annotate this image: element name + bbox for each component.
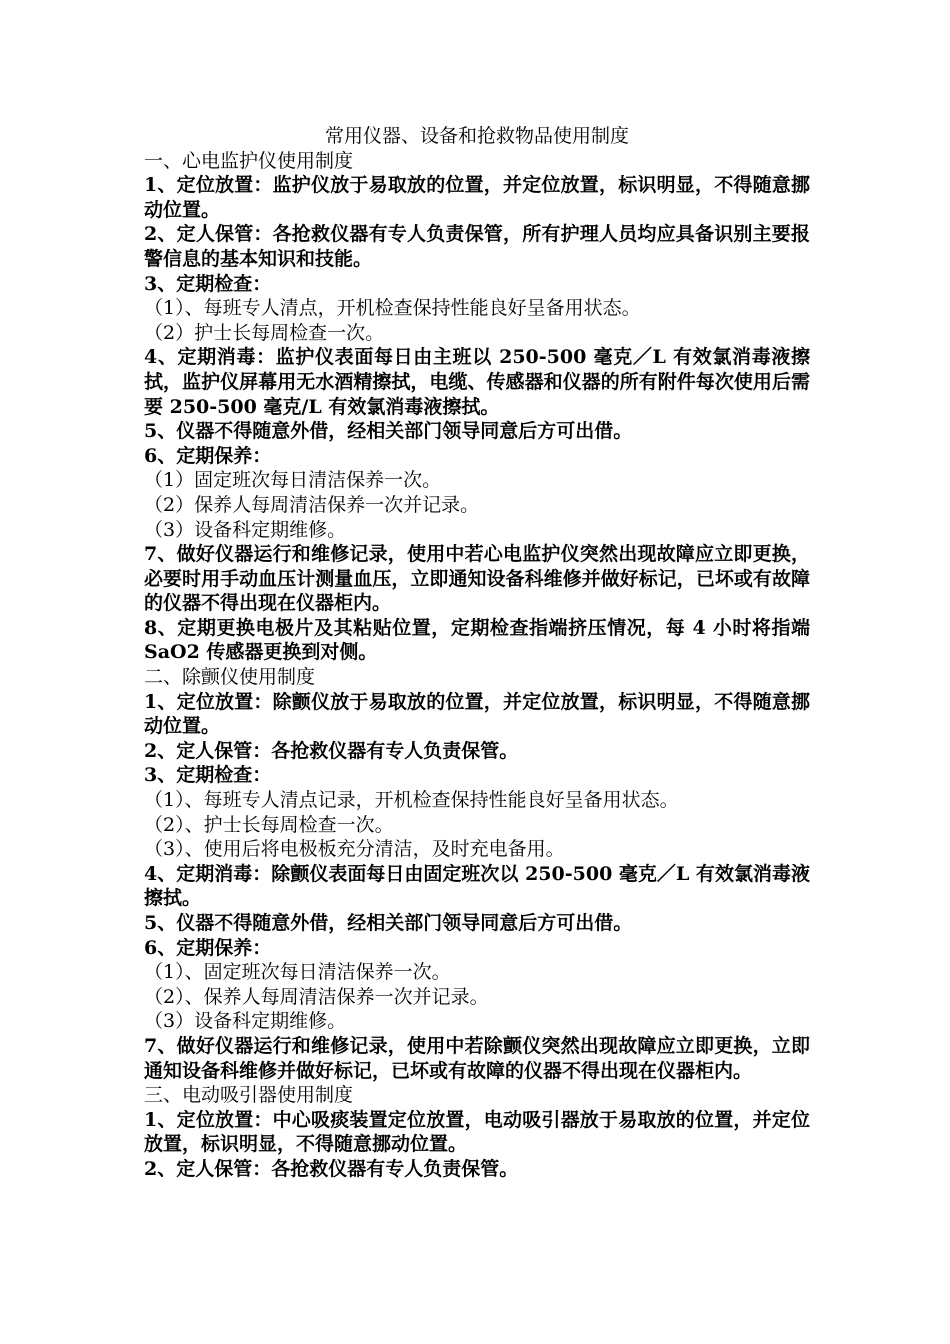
sub-item: （2）保养人每周清洁保养一次并记录。 [144, 493, 480, 516]
clause-paragraph: 4、定期消毒：除颤仪表面每日由固定班次以 250-500 毫克／L 有效氯消毒液擦拭。 [144, 862, 810, 910]
document-title: 常用仪器、设备和抢救物品使用制度 [324, 125, 629, 147]
sub-item: （3）、使用后将电极板充分清洁，及时充电备用。 [144, 838, 565, 861]
sub-item: （2）、保养人每周清洁保养一次并记录。 [144, 985, 489, 1008]
clause-paragraph: 2、定人保管：各抢救仪器有专人负责保管。 [144, 1157, 519, 1180]
sub-item: （3）设备科定期维修。 [144, 1010, 347, 1033]
clause-paragraph: 8、定期更换电极片及其粘贴位置，定期检查指端挤压情况，每 4 小时将指端 SaO2 传感器更换到对侧。 [144, 616, 810, 664]
clause-paragraph: 1、定位放置：中心吸痰装置定位放置，电动吸引器放于易取放的位置，并定位放置，标识明显，不得随意挪动位置。 [144, 1108, 810, 1156]
sub-item: （2）、护士长每周检查一次。 [144, 813, 394, 836]
clause-paragraph: 6、定期保养： [144, 936, 272, 959]
sub-item: （2）护士长每周检查一次。 [144, 321, 385, 344]
section-heading: 二、除颤仪使用制度 [144, 666, 316, 689]
document-page [144, 124, 810, 1182]
clause-paragraph: 7、做好仪器运行和维修记录，使用中若除颤仪突然出现故障应立即更换，立即通知设备科维修并做好标记，已坏或有故障的仪器不得出现在仪器柜内。 [144, 1034, 810, 1082]
clause-paragraph: 5、仪器不得随意外借，经相关部门领导同意后方可出借。 [144, 912, 633, 934]
clause-paragraph: 2、定人保管：各抢救仪器有专人负责保管。 [144, 739, 519, 762]
sub-item: （1）、固定班次每日清洁保养一次。 [144, 961, 451, 984]
clause-paragraph: 7、做好仪器运行和维修记录，使用中若心电监护仪突然出现故障应立即更换，必要时用手动血压计测量血压，立即通知设备科维修并做好标记，已坏或有故障的仪器不得出现在仪器柜内。 [144, 543, 810, 615]
clause-paragraph: 1、定位放置：监护仪放于易取放的位置，并定位放置，标识明显，不得随意挪动位置。 [144, 174, 810, 221]
clause-paragraph: 4、定期消毒：监护仪表面每日由主班以 250-500 毫克／L 有效氯消毒液擦拭，监护仪屏幕用无水酒精擦拭，电缆、传感器和仪器的所有附件每次使用后需要 250-500 毫克/L 有效氯消毒液擦拭。 [144, 346, 810, 418]
document-body [144, 149, 810, 1182]
clause-paragraph: 2、定人保管：各抢救仪器有专人负责保管，所有护理人员均应具备识别主要报警信息的基本知识和技能。 [144, 223, 810, 270]
sub-item: （3）设备科定期维修。 [144, 518, 347, 541]
clause-paragraph: 5、仪器不得随意外借，经相关部门领导同意后方可出借。 [144, 420, 633, 443]
clause-paragraph: 3、定期检查： [144, 272, 272, 295]
clause-paragraph: 3、定期检查： [144, 764, 272, 787]
clause-paragraph: 6、定期保养： [144, 444, 272, 467]
sub-item: （1）、每班专人清点记录，开机检查保持性能良好呈备用状态。 [144, 789, 679, 812]
sub-item: （1）、每班专人清点，开机检查保持性能良好呈备用状态。 [144, 297, 641, 320]
clause-paragraph: 1、定位放置：除颤仪放于易取放的位置，并定位放置，标识明显，不得随意挪动位置。 [144, 690, 810, 738]
section-heading: 一、心电监护仪使用制度 [144, 149, 354, 172]
section-heading: 三、电动吸引器使用制度 [144, 1084, 354, 1107]
sub-item: （1）固定班次每日清洁保养一次。 [144, 469, 442, 492]
